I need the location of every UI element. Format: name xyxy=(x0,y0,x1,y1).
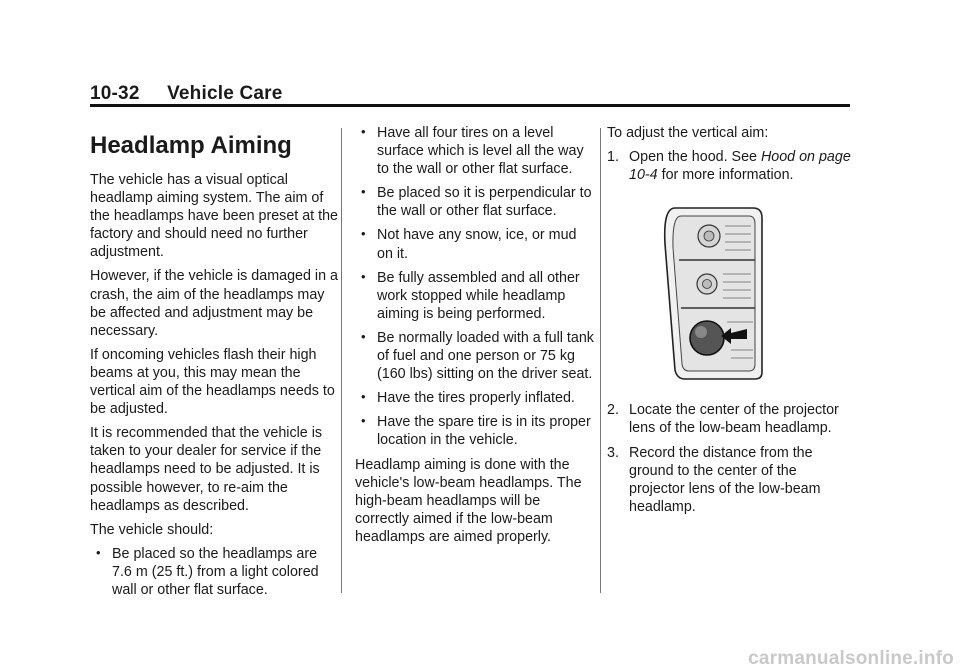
bullet-item xyxy=(355,269,595,323)
bullet-text: Be fully assembled and all other work stopped while headlamp aiming is being performed. xyxy=(377,269,580,322)
bullet-item xyxy=(355,226,595,262)
bullet-item xyxy=(90,545,340,599)
running-header xyxy=(90,83,283,105)
step-text: Open the hood. See xyxy=(629,149,761,166)
column-1 xyxy=(90,124,340,605)
bullet-text: Have the tires properly inflated. xyxy=(377,390,575,407)
bullet-item xyxy=(355,124,595,178)
bullet-icon: • xyxy=(361,226,366,242)
bullet-text: Be placed so the headlamps are 7.6 m (25 ft.) from a light colored wall or other flat surface. xyxy=(112,545,319,598)
section-title: Vehicle Care xyxy=(167,83,283,104)
bullet-text: Have the spare tire is in its proper location in the vehicle. xyxy=(377,414,591,449)
column-divider-2 xyxy=(600,128,601,593)
bullet-text: Be normally loaded with a full tank of fuel and one person or 75 kg (160 lbs) sitting on the driver seat. xyxy=(377,329,594,383)
paragraph: Headlamp aiming is done with the vehicle's low-beam headlamps. The high-beam headlamps will be correctly aimed if the low-beam headlamps are aimed properly. xyxy=(355,456,582,545)
headlamp-illustration xyxy=(661,204,767,382)
paragraph: If oncoming vehicles flash their high beams at you, this may mean the vertical aim of the headlamps needs to be adjusted. xyxy=(90,346,335,418)
bullet-text: Be placed so it is perpendicular to the wall or other flat surface. xyxy=(377,185,592,220)
paragraph: It is recommended that the vehicle is taken to your dealer for service if the headlamps need to be adjusted. It is possible however, to re-aim the headlamps as described. xyxy=(90,425,323,514)
step-item xyxy=(607,401,852,437)
bullet-text: Have all four tires on a level surface which is level all the way to the wall or other flat surface. xyxy=(377,125,584,178)
projector-lens xyxy=(690,321,724,355)
bullet-icon: • xyxy=(96,544,101,560)
paragraph: The vehicle has a visual optical headlamp aiming system. The aim of the headlamps have been preset at the factory and should need no further adjustment. xyxy=(90,172,338,261)
bullet-icon: • xyxy=(361,184,366,200)
page-title: Headlamp Aiming xyxy=(90,132,292,159)
watermark: carmanualsonline.info xyxy=(748,648,954,669)
bullet-icon: • xyxy=(361,389,366,405)
bullet-text: Not have any snow, ice, or mud on it. xyxy=(377,227,577,262)
paragraph: However, if the vehicle is damaged in a crash, the aim of the headlamps may be affected and adjustment may be necessary. xyxy=(90,268,338,339)
column-2 xyxy=(355,124,595,552)
header-rule xyxy=(90,104,850,107)
bullet-icon: • xyxy=(361,413,366,429)
step-text: Record the distance from the ground to the center of the projector lens of the low-beam headlamp. xyxy=(629,444,821,515)
column-3 xyxy=(607,124,852,522)
step-text: for more information. xyxy=(657,167,794,184)
bullet-item xyxy=(355,389,595,407)
step-text: Locate the center of the projector lens of the low-beam headlamp. xyxy=(629,402,839,437)
bullet-item xyxy=(355,413,595,449)
steps-intro: To adjust the vertical aim: xyxy=(607,125,769,141)
step-number: 3. xyxy=(607,444,619,461)
bullet-icon: • xyxy=(361,328,366,344)
step-number: 2. xyxy=(607,402,619,419)
cross-reference-link[interactable]: Hood on page 10-4 xyxy=(629,149,851,184)
page-number: 10-32 xyxy=(90,83,140,104)
bullet-item xyxy=(355,329,595,383)
bullet-icon: • xyxy=(361,268,366,284)
column-divider-1 xyxy=(341,128,342,593)
bullet-item xyxy=(355,184,595,220)
step-number: 1. xyxy=(607,149,619,166)
paragraph: The vehicle should: xyxy=(90,521,214,538)
step-item xyxy=(607,148,852,184)
step-item xyxy=(607,444,852,516)
bullet-icon: • xyxy=(361,124,366,139)
